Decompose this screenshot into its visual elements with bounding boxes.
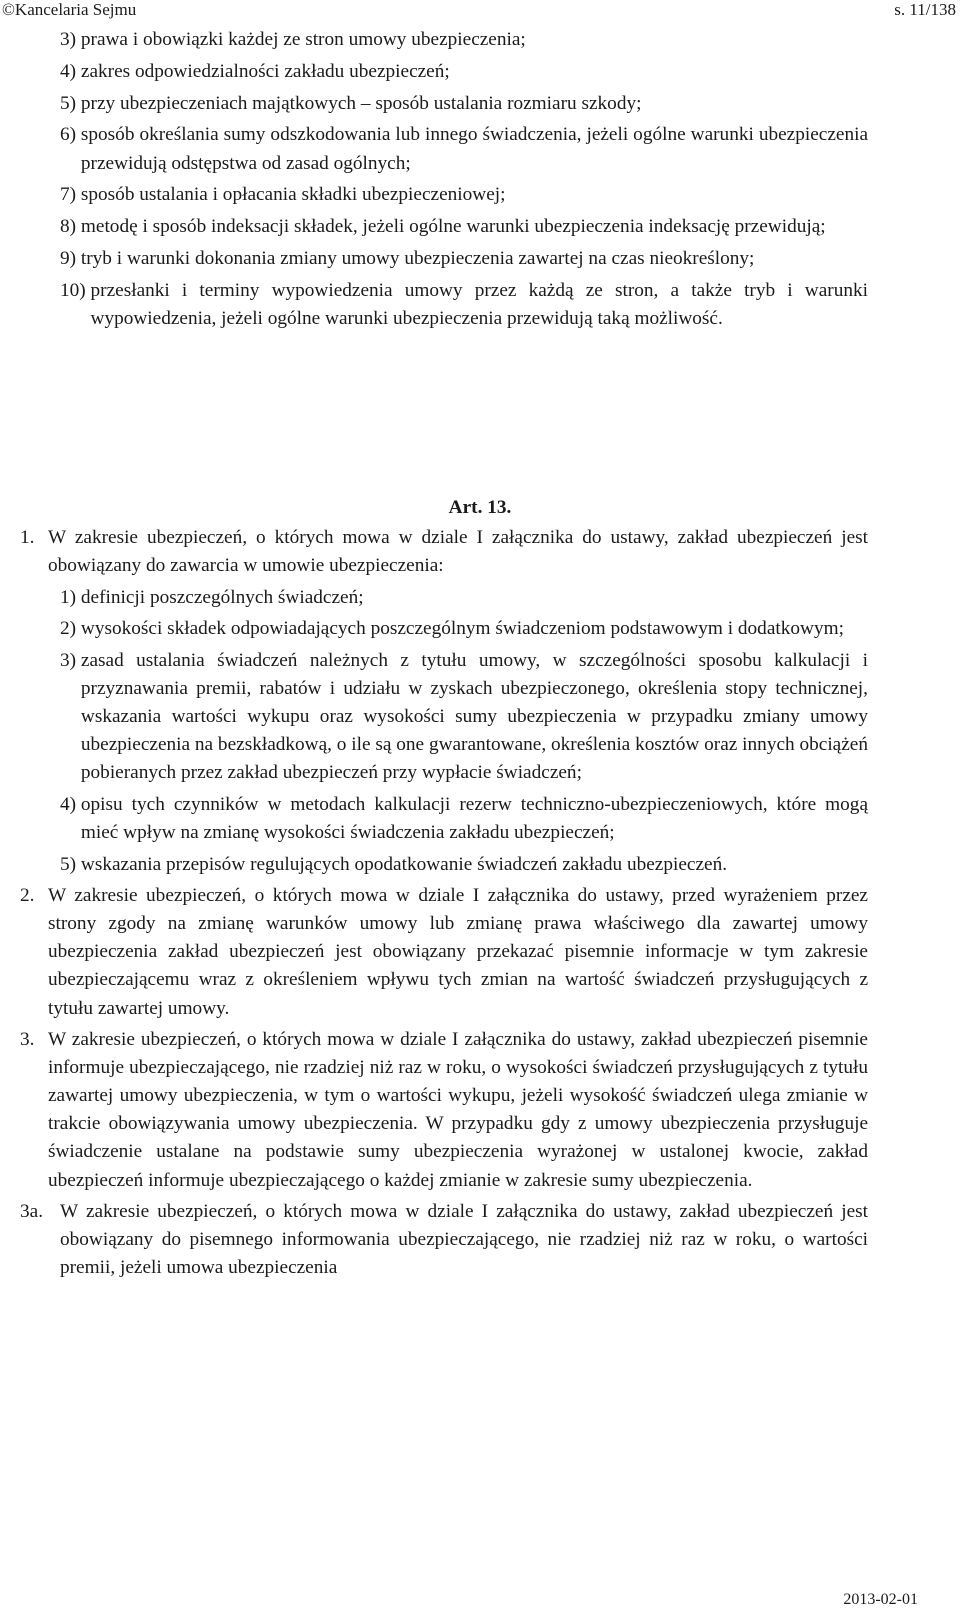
list-item-text: przesłanki i terminy wypowiedzenia umowy przez każdą ze stron, a także tryb i warunki wypowiedzenia, jeżeli ogólne warunki ubezpieczenia przewidują taką możliwość. [90,279,868,330]
list-item-text: przy ubezpieczeniach majątkowych – sposób ustalania rozmiaru szkody; [80,92,642,114]
paragraph-3 [20,1026,868,1195]
list-item-text: zakres odpowiedzialności zakładu ubezpieczeń; [80,60,450,82]
list-item-number: 5) [60,853,81,875]
list-item-text: metodę i sposób indeksacji składek, jeżeli ogólne warunki ubezpieczenia indeksację przewidują; [80,216,826,238]
list-item [60,277,868,334]
list-item [60,615,868,643]
list-item [60,245,868,273]
list-item [60,213,868,241]
top-list [60,26,868,337]
list-item [60,791,868,847]
article-body [20,524,868,1286]
paragraph-number: 3. [20,1029,40,1051]
list-item-number: 6) [60,124,81,146]
list-item-number: 1) [60,586,81,608]
paragraph-3a [20,1198,868,1282]
list-item-text: zasad ustalania świadczeń należnych z tytułu umowy, w szczególności sposobu kalkulacji i przyznawania premii, rabatów i udziału w zyskach ubezpieczonego, określenia stopy technicznej, wskazania wartości wykupu oraz wysokości sumy ubezpieczenia w przypadku zmiany umowy ubezpieczenia na bezskładkową, o ile są one gwarantowane, określenia kosztów oraz innych obciążeń pobieranych przez zakład ubezpieczeń przy wypłacie świadczeń; [80,649,868,784]
list-item-text: prawa i obowiązki każdej ze stron umowy ubezpieczenia; [80,29,526,50]
footer-date: 2013-02-01 [843,1591,918,1608]
list-item-number: 3) [60,29,81,50]
list-item [60,58,868,86]
list-item-text: wysokości składek odpowiadających poszczególnym świadczeniom podstawowym i dodatkowym; [80,618,844,640]
list-item-number: 10) [60,279,91,301]
list-item-number: 9) [60,248,81,270]
list-item [60,90,868,118]
list-item-number: 3) [60,649,81,671]
list-item-number: 2) [60,618,81,640]
list-item [60,26,868,54]
list-item-number: 7) [60,184,81,206]
list-item-text: wskazania przepisów regulujących opodatkowanie świadczeń zakładu ubezpieczeń. [80,853,728,875]
list-item [60,647,868,787]
list-item-number: 4) [60,60,81,82]
list-item [60,584,868,612]
list-item-text: definicji poszczególnych świadczeń; [80,586,364,608]
page-header [0,0,960,22]
list-item-text: opisu tych czynników w metodach kalkulacji rezerw techniczno-ubezpieczeniowych, które mogą mieć wpływ na zmianę wysokości świadczenia zakładu ubezpieczeń; [80,793,868,843]
paragraph-text: W zakresie ubezpieczeń, o których mowa w dziale I załącznika do ustawy, zakład ubezpieczeń jest obowiązany do zawarcia w umowie ubezpieczenia: [48,527,868,577]
list-item [60,121,868,178]
list-item [60,181,868,209]
article-title: Art. 13. [448,497,512,518]
paragraph-1-list [60,584,868,879]
list-item-text: sposób określania sumy odszkodowania lub innego świadczenia, jeżeli ogólne warunki ubezpieczenia przewidują odstępstwa od zasad ogólnych; [80,124,868,174]
list-item-number: 5) [60,92,81,114]
list-item-number: 8) [60,216,81,238]
list-item-text: sposób ustalania i opłacania składki ubezpieczeniowej; [80,184,506,206]
paragraph-number: 3a. [20,1201,48,1223]
paragraph-text: W zakresie ubezpieczeń, o których mowa w dziale I załącznika do ustawy, zakład ubezpieczeń jest obowiązany do pisemnego informowania ubezpieczającego, nie rzadziej niż raz w roku, o wartości premii, jeżeli umowa ubezpieczenia [60,1201,868,1279]
page-number: s. 11/138 [894,0,956,19]
paragraph-text: W zakresie ubezpieczeń, o których mowa w dziale I załącznika do ustawy, zakład ubezpieczeń pisemnie informuje ubezpieczającego, nie rzadziej niż raz w roku, o wysokości świadczeń przysługujących z tytułu zawartej umowy ubezpieczenia, w tym o wartości wykupu, jeżeli wysokość świadczeń ulega zmianie w trakcie obowiązywania umowy ubezpieczenia. W przypadku gdy z umowy ubezpieczenia przysługuje świadczenie ustalane na podstawie sumy ubezpieczenia wyrażonej w ustalonej kwocie, zakład ubezpieczeń informuje ubezpieczającego o każdej zmianie w zakresie sumy ubezpieczenia. [48,1029,868,1191]
paragraph-number: 1. [20,527,40,548]
list-item-number: 4) [60,793,81,815]
copyright-notice: ©Kancelaria Sejmu [2,0,137,19]
paragraph-1 [20,524,868,580]
paragraph-text: W zakresie ubezpieczeń, o których mowa w dziale I załącznika do ustawy, przed wyrażeniem przez strony zgody na zmianę warunków umowy lub zmianę prawa właściwego dla zawartej umowy ubezpieczenia zakład ubezpieczeń jest obowiązany przekazać pisemnie informacje w tym zakresie ubezpieczającemu wraz z określeniem wpływu tych zmian na wartość świadczeń przysługujących z tytułu zawartej umowy. [48,885,868,1019]
list-item-text: tryb i warunki dokonania zmiany umowy ubezpieczenia zawartej na czas nieokreślony; [80,248,755,270]
paragraph-number: 2. [20,885,40,907]
paragraph-2 [20,882,868,1022]
list-item [60,851,868,879]
